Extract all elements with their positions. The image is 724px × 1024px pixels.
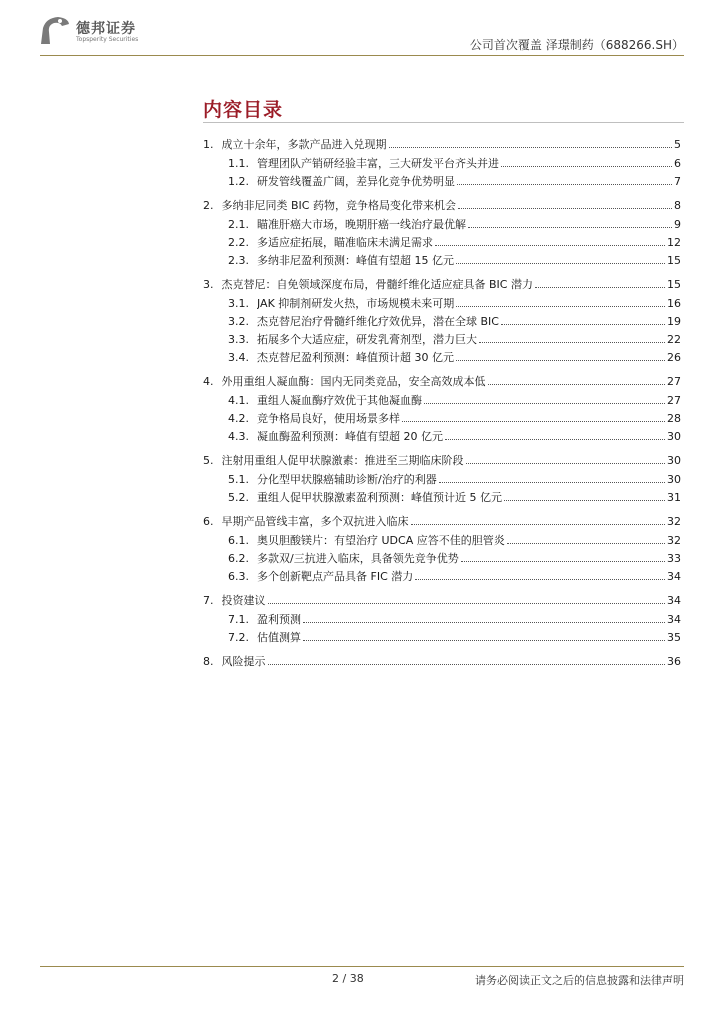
logo-english-name: Topsperity Securities — [76, 36, 139, 43]
toc-title: 内容目录 — [203, 99, 284, 121]
toc-entry-number: 8. — [203, 655, 214, 668]
toc-subsection-row[interactable] — [203, 234, 681, 252]
toc-subsection-row[interactable] — [203, 428, 681, 446]
toc-section-row[interactable] — [203, 276, 681, 294]
toc-entry-number: 4.1. — [228, 394, 249, 407]
toc-subsection-row[interactable] — [203, 550, 681, 568]
toc-entry-text: 管理团队产销研经验丰富，三大研发平台齐头并进 — [257, 157, 499, 170]
toc-leader-dots — [488, 384, 666, 385]
toc-entry-number: 4. — [203, 375, 214, 388]
logo-mark-icon — [38, 14, 72, 46]
toc-entry-number: 6. — [203, 515, 214, 528]
toc-entry-number: 5. — [203, 454, 214, 467]
toc-entry-text: 重组人促甲状腺激素盈利预测：峰值预计近 5 亿元 — [257, 491, 502, 504]
toc-entry-page: 26 — [667, 351, 681, 364]
toc-entry-text: 估值测算 — [257, 631, 301, 644]
toc-subsection-row[interactable] — [203, 331, 681, 349]
toc-entry-number: 4.3. — [228, 430, 249, 443]
toc-entry-text: 成立十余年，多款产品进入兑现期 — [221, 138, 387, 151]
toc-entry-text: 早期产品管线丰富，多个双抗进入临床 — [221, 515, 409, 528]
toc-entry-text: 重组人凝血酶疗效优于其他凝血酶 — [257, 394, 422, 407]
report-header-title: 公司首次覆盖 泽璟制药（688266.SH） — [469, 38, 684, 52]
toc-subsection-row[interactable] — [203, 313, 681, 331]
toc-entry-page: 31 — [667, 491, 681, 504]
toc-entry-text: 风险提示 — [221, 655, 266, 668]
toc-entry-number: 7. — [203, 594, 214, 607]
toc-entry-page: 36 — [667, 655, 681, 668]
toc-leader-dots — [268, 603, 666, 604]
toc-subsection-row[interactable] — [203, 349, 681, 367]
toc-entry-page: 16 — [667, 297, 681, 310]
toc-entry-text: 杰克替尼治疗骨髓纤维化疗效优异，潜在全球 BIC — [257, 315, 499, 328]
toc-title-divider — [203, 122, 684, 123]
toc-entry-page: 35 — [667, 631, 681, 644]
toc-group — [203, 373, 681, 446]
toc-entry-page: 33 — [667, 552, 681, 565]
toc-group — [203, 276, 681, 367]
toc-entry-number: 4.2. — [228, 412, 249, 425]
toc-entry-text: 投资建议 — [221, 594, 266, 607]
toc-entry-text: JAK 抑制剂研发火热，市场规模未来可期 — [257, 297, 455, 310]
toc-subsection-row[interactable] — [203, 392, 681, 410]
toc-entry-number: 5.2. — [228, 491, 249, 504]
toc-entry-text: 奥贝胆酸镁片：有望治疗 UDCA 应答不佳的胆管炎 — [257, 534, 505, 547]
toc-entry-page: 34 — [667, 594, 681, 607]
toc-entry-page: 5 — [674, 138, 681, 151]
toc-leader-dots — [504, 500, 665, 501]
toc-leader-dots — [424, 403, 665, 404]
table-of-contents — [203, 136, 681, 677]
toc-entry-number: 3. — [203, 278, 214, 291]
toc-entry-text: 研发管线覆盖广阔，差异化竞争优势明显 — [257, 175, 455, 188]
toc-leader-dots — [501, 324, 665, 325]
toc-subsection-row[interactable] — [203, 295, 681, 313]
toc-leader-dots — [501, 166, 672, 167]
toc-entry-page: 28 — [667, 412, 681, 425]
toc-entry-text: 分化型甲状腺癌辅助诊断/治疗的利器 — [257, 473, 437, 486]
company-logo — [38, 14, 168, 48]
toc-leader-dots — [303, 622, 665, 623]
toc-entry-number: 1.1. — [228, 157, 249, 170]
toc-subsection-row[interactable] — [203, 532, 681, 550]
toc-entry-text: 多适应症拓展，瞄准临床未满足需求 — [257, 236, 433, 249]
toc-entry-number: 2.3. — [228, 254, 249, 267]
toc-group — [203, 513, 681, 586]
toc-entry-page: 32 — [667, 534, 681, 547]
toc-entry-number: 3.1. — [228, 297, 249, 310]
toc-subsection-row[interactable] — [203, 568, 681, 586]
toc-subsection-row[interactable] — [203, 155, 681, 173]
toc-entry-page: 34 — [667, 570, 681, 583]
toc-leader-dots — [535, 287, 665, 288]
toc-leader-dots — [402, 421, 665, 422]
logo-chinese-name: 德邦证券 — [76, 21, 136, 37]
toc-leader-dots — [457, 184, 672, 185]
toc-entry-number: 2.1. — [228, 218, 249, 231]
toc-leader-dots — [439, 482, 665, 483]
toc-group — [203, 592, 681, 647]
toc-entry-text: 竞争格局良好，使用场景多样 — [257, 412, 400, 425]
toc-entry-page: 30 — [667, 473, 681, 486]
toc-entry-text: 多款双/三抗进入临床，具备领先竞争优势 — [257, 552, 459, 565]
toc-entry-page: 30 — [667, 430, 681, 443]
toc-leader-dots — [445, 439, 665, 440]
toc-entry-number: 5.1. — [228, 473, 249, 486]
toc-entry-page: 12 — [667, 236, 681, 249]
toc-entry-number: 3.4. — [228, 351, 249, 364]
toc-subsection-row[interactable] — [203, 629, 681, 647]
toc-group — [203, 136, 681, 191]
toc-leader-dots — [456, 306, 665, 307]
toc-leader-dots — [466, 463, 666, 464]
toc-subsection-row[interactable] — [203, 173, 681, 191]
toc-subsection-row[interactable] — [203, 216, 681, 234]
footer-disclaimer: 请务必阅读正文之后的信息披露和法律声明 — [475, 974, 684, 987]
toc-entry-text: 注射用重组人促甲状腺激素：推进至三期临床阶段 — [221, 454, 464, 467]
toc-section-row[interactable] — [203, 513, 681, 531]
toc-entry-number: 1.2. — [228, 175, 249, 188]
toc-subsection-row[interactable] — [203, 489, 681, 507]
toc-entry-text: 外用重组人凝血酶：国内无同类竞品，安全高效成本低 — [221, 375, 486, 388]
toc-leader-dots — [479, 342, 665, 343]
toc-entry-text: 凝血酶盈利预测：峰值有望超 20 亿元 — [257, 430, 443, 443]
toc-entry-page: 27 — [667, 394, 681, 407]
toc-entry-text: 杰克替尼盈利预测：峰值预计超 30 亿元 — [257, 351, 454, 364]
page-number: 2 / 38 — [332, 972, 364, 985]
toc-entry-number: 6.1. — [228, 534, 249, 547]
toc-subsection-row[interactable] — [203, 410, 681, 428]
toc-entry-page: 7 — [674, 175, 681, 188]
toc-entry-page: 32 — [667, 515, 681, 528]
toc-entry-text: 多纳非尼盈利预测：峰值有望超 15 亿元 — [257, 254, 454, 267]
toc-leader-dots — [458, 208, 672, 209]
toc-subsection-row[interactable] — [203, 471, 681, 489]
toc-leader-dots — [461, 561, 665, 562]
toc-entry-text: 拓展多个大适应症，研发乳膏剂型，潜力巨大 — [257, 333, 477, 346]
toc-entry-text: 瞄准肝癌大市场，晚期肝癌一线治疗最优解 — [257, 218, 466, 231]
toc-group — [203, 452, 681, 507]
toc-entry-number: 3.2. — [228, 315, 249, 328]
toc-entry-text: 多个创新靶点产品具备 FIC 潜力 — [257, 570, 414, 583]
toc-leader-dots — [415, 579, 665, 580]
toc-entry-page: 27 — [667, 375, 681, 388]
toc-entry-number: 1. — [203, 138, 214, 151]
toc-leader-dots — [468, 227, 672, 228]
toc-entry-number: 6.2. — [228, 552, 249, 565]
toc-section-row[interactable] — [203, 197, 681, 215]
toc-entry-page: 15 — [667, 254, 681, 267]
toc-leader-dots — [456, 263, 665, 264]
toc-subsection-row[interactable] — [203, 611, 681, 629]
toc-section-row[interactable] — [203, 452, 681, 470]
toc-entry-number: 2.2. — [228, 236, 249, 249]
toc-entry-number: 6.3. — [228, 570, 249, 583]
toc-section-row[interactable] — [203, 653, 681, 671]
toc-entry-number: 7.1. — [228, 613, 249, 626]
toc-leader-dots — [303, 640, 665, 641]
toc-entry-page: 34 — [667, 613, 681, 626]
toc-entry-number: 7.2. — [228, 631, 249, 644]
toc-subsection-row[interactable] — [203, 252, 681, 270]
toc-leader-dots — [435, 245, 665, 246]
toc-leader-dots — [456, 360, 665, 361]
toc-leader-dots — [389, 147, 673, 148]
toc-section-row[interactable] — [203, 136, 681, 154]
toc-leader-dots — [507, 543, 665, 544]
toc-leader-dots — [268, 664, 666, 665]
toc-entry-page: 22 — [667, 333, 681, 346]
toc-entry-text: 多纳非尼同类 BIC 药物，竞争格局变化带来机会 — [221, 199, 456, 212]
toc-section-row[interactable] — [203, 592, 681, 610]
toc-entry-text: 盈利预测 — [257, 613, 301, 626]
toc-entry-page: 19 — [667, 315, 681, 328]
toc-leader-dots — [411, 524, 666, 525]
toc-group — [203, 653, 681, 671]
header-divider — [40, 55, 684, 56]
toc-entry-text: 杰克替尼：自免领域深度布局，骨髓纤维化适应症具备 BIC 潜力 — [221, 278, 533, 291]
toc-entry-page: 6 — [674, 157, 681, 170]
toc-entry-number: 2. — [203, 199, 214, 212]
toc-section-row[interactable] — [203, 373, 681, 391]
toc-entry-page: 15 — [667, 278, 681, 291]
toc-entry-number: 3.3. — [228, 333, 249, 346]
toc-entry-page: 8 — [674, 199, 681, 212]
toc-entry-page: 30 — [667, 454, 681, 467]
toc-group — [203, 197, 681, 270]
toc-entry-page: 9 — [674, 218, 681, 231]
footer-divider — [40, 966, 684, 967]
